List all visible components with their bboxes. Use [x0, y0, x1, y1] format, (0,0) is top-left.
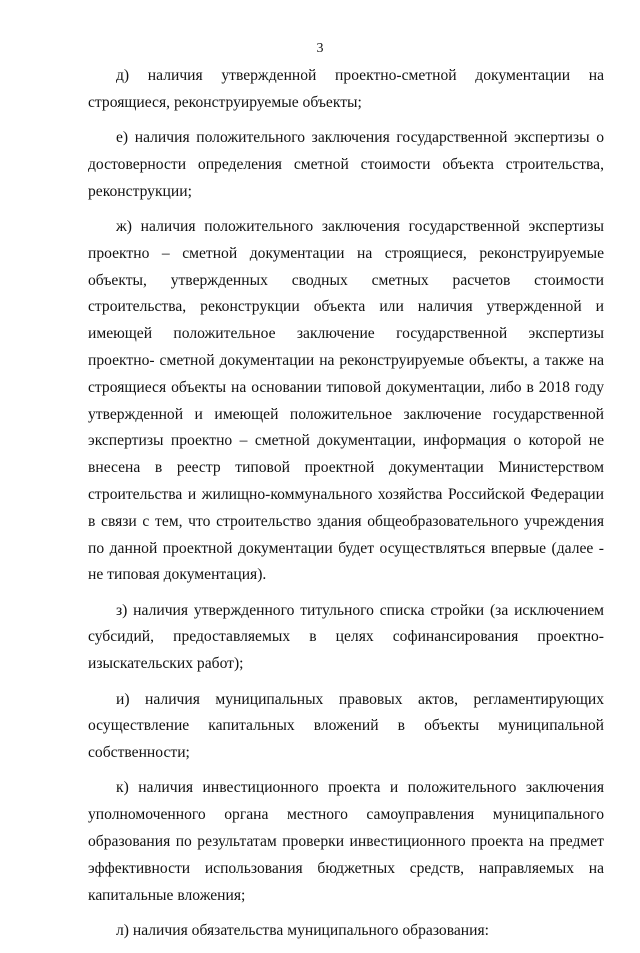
paragraph-z: з) наличия утвержденного титульного списка стройки (за исключением субсидий, предоставляемых в целях софинансирования проектно-изыскательских работ); [88, 601, 604, 673]
paragraph-e: е) наличия положительного заключения государственной экспертизы о достоверности определения сметной стоимости объекта строительства, реконструкции; [88, 129, 604, 200]
paragraph-i: и) наличия муниципальных правовых актов, регламентирующих осуществление капитальных вложений в объекты муниципальной собственности; [88, 690, 604, 762]
paragraph-d: д) наличия утвержденной проектно-сметной документации на строящиеся, реконструируемые объекты; [88, 67, 604, 111]
paragraph-zh: ж) наличия положительного заключения государственной экспертизы проектно – сметной документации на строящиеся, реконструируемые объекты, утвержденных сводных сметных расчетов стоимости строительства, реконструкции объекта или наличия утвержденной и имеющей положительное заключение государственной экспертизы проектно- сметной документации на реконструируемые объекты, а также на строящиеся объекты на основании типовой документации, либо в 2018 году утвержденной и имеющей положительное заключение государственной экспертизы проектно – сметной документации, информация о которой не внесена в реестр типовой проектной документации Министерством строительства и жилищно-коммунального хозяйства Российской Федерации в связи с тем, что строительство здания общеобразовательного учреждения по данной проектной документации будет осуществляться впервые (далее - не типовая документация). [88, 217, 604, 584]
paragraph-k: к) наличия инвестиционного проекта и положительного заключения уполномоченного органа местного самоуправления муниципального образования по результатам проверки инвестиционного проекта на предмет эффективности использования бюджетных средств, направляемых на капитальные вложения; [88, 779, 604, 904]
page-number: 3 [316, 41, 324, 56]
document-body [88, 63, 604, 953]
paragraph-l: л) наличия обязательства муниципального образования: [116, 921, 489, 939]
